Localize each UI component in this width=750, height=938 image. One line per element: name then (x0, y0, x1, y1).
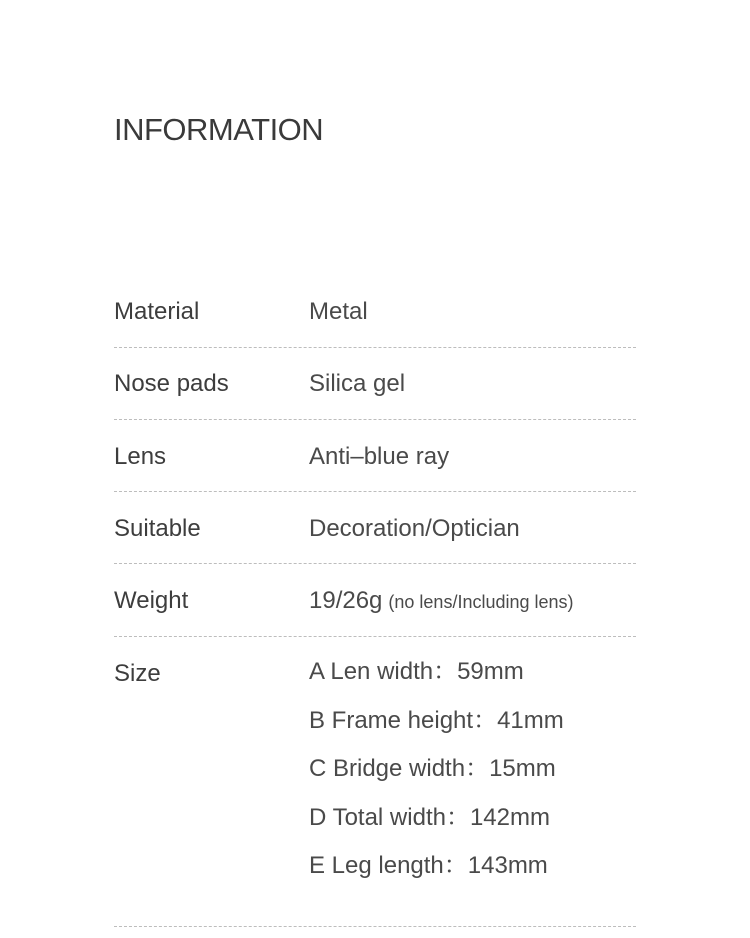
size-line: D Total width：142mm (309, 803, 550, 831)
page-title: INFORMATION (114, 112, 324, 147)
divider (114, 636, 636, 637)
divider (114, 563, 636, 564)
divider (114, 419, 636, 420)
spec-label: Weight (114, 587, 189, 614)
spec-label: Nose pads (114, 370, 229, 397)
size-line: E Leg length：143mm (309, 852, 548, 879)
spec-value: Decoration/Optician (309, 515, 520, 542)
spec-label: Suitable (114, 515, 201, 542)
spec-value: Metal (309, 298, 368, 325)
size-line: B Frame height：41mm (309, 706, 564, 734)
divider (114, 491, 636, 492)
size-values (309, 660, 564, 903)
spec-value: Anti–blue ray (309, 443, 450, 470)
divider (114, 926, 636, 927)
spec-label: Lens (114, 443, 167, 470)
spec-value (309, 587, 574, 615)
weight-note: (no lens/Including lens) (388, 592, 574, 612)
size-line: C Bridge width：15mm (309, 755, 556, 782)
spec-label: Material (114, 298, 200, 325)
spec-value: Silica gel (309, 370, 406, 397)
spec-label: Size (114, 660, 161, 687)
size-line: A Len width：59mm (309, 658, 524, 685)
weight-value: 19/26g (309, 587, 383, 614)
divider (114, 347, 636, 348)
